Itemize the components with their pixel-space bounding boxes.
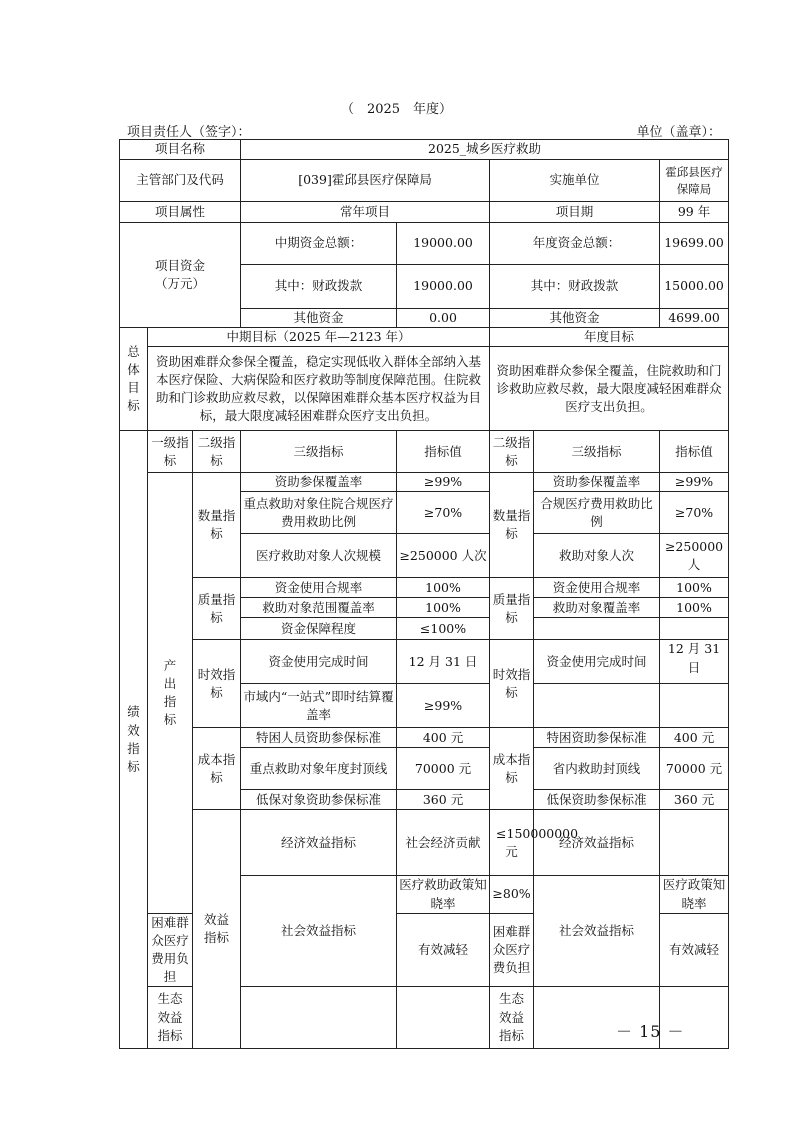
year-indicator-value: ≥99%: [660, 473, 729, 492]
year-indicator-name: 资金使用完成时间: [534, 640, 660, 684]
indicator-value: 有效减轻: [397, 913, 490, 987]
project-attribute-value: 常年项目: [241, 202, 490, 223]
year-empty-cell: [660, 684, 729, 728]
year-indicator-value: 400 元: [660, 728, 729, 748]
indicator-value: ≥99%: [397, 684, 490, 728]
mid-other-label: 其他资金: [241, 309, 397, 328]
year-goal-title: 年度目标: [490, 328, 729, 347]
indicator-name: 低保对象资助参保标准: [241, 790, 397, 810]
year-fiscal-value: 15000.00: [660, 265, 729, 309]
year-level3-header: 三级指标: [534, 431, 660, 473]
year-indicator-value: 12 月 31 日: [660, 640, 729, 684]
project-attribute-label: 项目属性: [120, 202, 241, 223]
performance-indicator-label: 绩效指标: [120, 431, 148, 1049]
year-economic-indicator-label: 经济效益指标: [534, 810, 660, 876]
performance-goal-table: [119, 139, 729, 1049]
year-indicator-name: 救助对象覆盖率: [534, 598, 660, 618]
year-empty-cell: [660, 618, 729, 640]
empty-cell: [241, 987, 397, 1049]
indicator-name: 医疗救助对象人次规模: [241, 534, 397, 578]
quantity-indicator-label: 数量指标: [193, 473, 241, 578]
indicator-value: 70000 元: [397, 748, 490, 790]
year-quantity-indicator-label: 数量指标: [490, 473, 534, 578]
mid-total-value: 19000.00: [397, 223, 490, 265]
indicator-name: 资金使用合规率: [241, 578, 397, 598]
year-goal-text: 资助困难群众参保全覆盖，住院救助和门诊救助应救尽救，最大限度减轻困难群众医疗支出负担。: [490, 347, 729, 431]
department-value: [039]霍邱县医疗保障局: [241, 160, 490, 202]
indicator-name: 救助对象范围覆盖率: [241, 598, 397, 618]
mid-other-value: 0.00: [397, 309, 490, 328]
year-indicator-value: 360 元: [660, 790, 729, 810]
indicator-value: 100%: [397, 578, 490, 598]
unit-seal-label: 单位（盖章）：: [636, 125, 721, 140]
indicator-name: 重点救助对象住院合规医疗费用救助比例: [241, 492, 397, 534]
mid-fiscal-value: 19000.00: [397, 265, 490, 309]
year-ecological-indicator-label: 生态效益指标: [490, 987, 534, 1049]
empty-cell: [397, 987, 490, 1049]
year-indicator-name: 省内救助封顶线: [534, 748, 660, 790]
project-period-value: 99 年: [660, 202, 729, 223]
project-funds-label: 项目资金（万元）: [120, 223, 241, 328]
year-indicator-value: 有效减轻: [660, 913, 729, 987]
indicator-value: ≥70%: [397, 492, 490, 534]
level2-header: 二级指标: [193, 431, 241, 473]
project-period-label: 项目期: [490, 202, 660, 223]
indicator-name: 资金保障程度: [241, 618, 397, 640]
indicator-value: ≥99%: [397, 473, 490, 492]
year-indicator-value: 100%: [660, 598, 729, 618]
indicator-value: 360 元: [397, 790, 490, 810]
year-indicator-name: 救助对象人次: [534, 534, 660, 578]
indicator-value: ≥80%: [490, 876, 534, 913]
page-number: － 15 －: [616, 1022, 685, 1041]
implementing-unit-label: 实施单位: [490, 160, 660, 202]
value-header: 指标值: [397, 431, 490, 473]
cost-indicator-label: 成本指标: [193, 728, 241, 810]
mid-goal-text: 资助困难群众参保全覆盖，稳定实现低收入群体全部纳入基本医疗保险、大病保险和医疗救助等制度保障范围。住院救助和门诊救助应救尽救，以保障困难群众基本医疗权益为目标，最大限度减轻困难群众医疗支出负担。: [148, 347, 490, 431]
year-quality-indicator-label: 质量指标: [490, 578, 534, 640]
year-social-indicator-label: 社会效益指标: [534, 876, 660, 987]
indicator-name: 医疗救助政策知晓率: [397, 876, 490, 913]
year-other-value: 4699.00: [660, 309, 729, 328]
year-indicator-name: 医疗政策知晓率: [660, 876, 729, 913]
year-fiscal-label: 其中：财政拨款: [490, 265, 660, 309]
indicator-name: 资金使用完成时间: [241, 640, 397, 684]
indicator-value: ≥250000 人次: [397, 534, 490, 578]
indicator-name: 市域内“一站式”即时结算覆盖率: [241, 684, 397, 728]
indicator-name: 社会经济贡献: [397, 810, 490, 876]
effect-indicator-label: 效益指标: [193, 810, 241, 1049]
indicator-name: 困难群众医疗费用负担: [148, 913, 193, 987]
mid-goal-title: 中期目标（2025 年—2123 年）: [148, 328, 490, 347]
year-indicator-name: 特困资助参保标准: [534, 728, 660, 748]
indicator-value: 100%: [397, 598, 490, 618]
project-name-value: 2025_城乡医疗救助: [241, 140, 729, 160]
responsible-person-label: 项目责任人（签字）：: [127, 125, 251, 140]
year-timeliness-indicator-label: 时效指标: [490, 640, 534, 728]
output-indicator-label: 产出指标: [148, 473, 193, 913]
social-indicator-label: 社会效益指标: [241, 876, 397, 987]
year-caption: （ 2025 年度）: [340, 102, 453, 117]
timeliness-indicator-label: 时效指标: [193, 640, 241, 728]
year-level2-header: 二级指标: [490, 431, 534, 473]
project-name-label: 项目名称: [120, 140, 241, 160]
indicator-value: 12 月 31 日: [397, 640, 490, 684]
year-indicator-name: 资助参保覆盖率: [534, 473, 660, 492]
level3-header: 三级指标: [241, 431, 397, 473]
indicator-name: 资助参保覆盖率: [241, 473, 397, 492]
year-empty-cell: [660, 810, 729, 876]
year-cost-indicator-label: 成本指标: [490, 728, 534, 810]
year-value-header: 指标值: [660, 431, 729, 473]
indicator-name: 重点救助对象年度封顶线: [241, 748, 397, 790]
year-indicator-value: 70000 元: [660, 748, 729, 790]
ecological-indicator-label: 生态效益指标: [148, 987, 193, 1049]
indicator-value: ≤100%: [397, 618, 490, 640]
year-indicator-name: 困难群众医疗费负担: [490, 913, 534, 987]
mid-total-label: 中期资金总额：: [241, 223, 397, 265]
department-label: 主管部门及代码: [120, 160, 241, 202]
quality-indicator-label: 质量指标: [193, 578, 241, 640]
year-indicator-value: 100%: [660, 578, 729, 598]
mid-fiscal-label: 其中：财政拨款: [241, 265, 397, 309]
year-other-label: 其他资金: [490, 309, 660, 328]
year-empty-cell: [534, 618, 660, 640]
year-indicator-name: 低保资助参保标准: [534, 790, 660, 810]
level1-header: 一级指标: [148, 431, 193, 473]
economic-indicator-label: 经济效益指标: [241, 810, 397, 876]
implementing-unit-value: 霍邱县医疗保障局: [660, 160, 729, 202]
year-empty-cell: [534, 684, 660, 728]
year-indicator-name: 资金使用合规率: [534, 578, 660, 598]
year-indicator-name: 合规医疗费用救助比例: [534, 492, 660, 534]
indicator-name: 特困人员资助参保标准: [241, 728, 397, 748]
year-indicator-value: ≥70%: [660, 492, 729, 534]
year-total-label: 年度资金总额：: [490, 223, 660, 265]
overall-goal-label: 总体目标: [120, 328, 148, 431]
year-indicator-value: ≥250000 人: [660, 534, 729, 578]
indicator-value: 400 元: [397, 728, 490, 748]
indicator-value: ≤150000000 元: [490, 810, 534, 876]
year-total-value: 19699.00: [660, 223, 729, 265]
